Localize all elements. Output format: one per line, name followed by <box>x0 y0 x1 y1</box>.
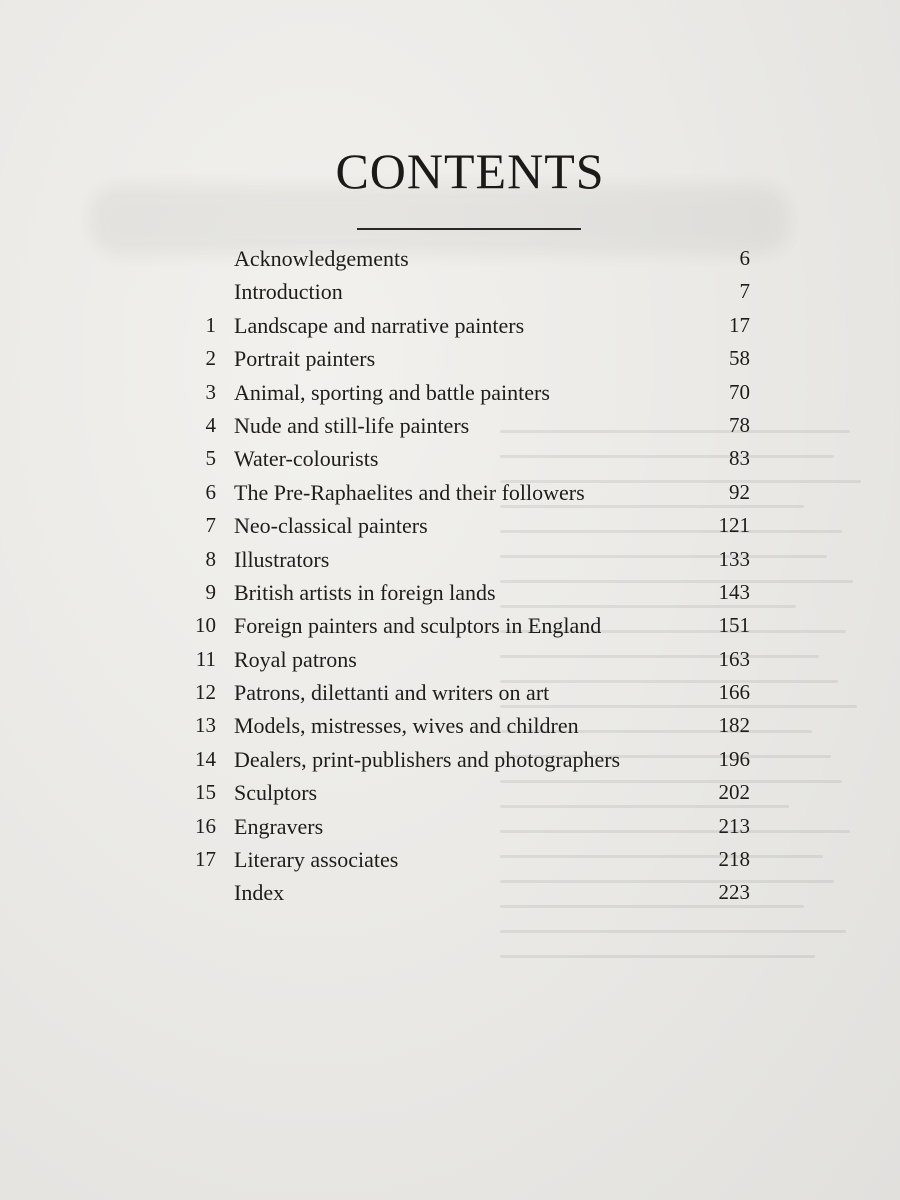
chapter-title: Landscape and narrative painters <box>234 312 525 338</box>
page-number: 6 <box>739 246 750 270</box>
toc-entry <box>180 810 760 843</box>
chapter-title: Dealers, print-publishers and photographers <box>234 746 621 772</box>
page-number: 223 <box>718 880 750 905</box>
chapter-title: Sculptors <box>234 780 318 806</box>
page-number: 151 <box>718 613 750 638</box>
page-number: 182 <box>718 713 750 738</box>
page-number: 166 <box>718 680 750 705</box>
toc-entry <box>180 342 760 375</box>
toc-entry <box>180 242 760 275</box>
chapter-title: Portrait painters <box>234 346 376 372</box>
toc-entry <box>180 843 760 876</box>
chapter-number: 15 <box>195 780 216 805</box>
chapter-number: 2 <box>205 346 216 371</box>
chapter-title: Acknowledgements <box>234 246 409 271</box>
chapter-title: Models, mistresses, wives and children <box>234 713 579 739</box>
toc-entry <box>180 442 760 475</box>
toc-entry <box>180 643 760 676</box>
chapter-title: Literary associates <box>234 847 399 873</box>
page-number: 143 <box>718 579 750 604</box>
chapter-title: British artists in foreign lands <box>234 579 496 605</box>
toc-entry <box>180 476 760 509</box>
chapter-number: 13 <box>195 713 216 738</box>
page-number: 17 <box>729 312 750 337</box>
page-number: 202 <box>718 780 750 805</box>
chapter-number: 11 <box>195 646 216 671</box>
table-of-contents <box>180 242 760 910</box>
toc-entry <box>180 676 760 709</box>
chapter-number: 10 <box>195 613 216 638</box>
toc-entry <box>180 309 760 342</box>
toc-entry <box>180 509 760 542</box>
toc-entry <box>180 743 760 776</box>
chapter-title: Index <box>234 880 285 906</box>
chapter-number: 5 <box>205 446 216 471</box>
page-number: 213 <box>718 813 750 838</box>
chapter-number: 16 <box>195 813 216 838</box>
toc-entry <box>180 275 760 308</box>
page-number: 7 <box>739 279 750 304</box>
page-title: CONTENTS <box>335 143 605 199</box>
page-number: 121 <box>718 513 750 538</box>
chapter-number: 9 <box>205 579 216 604</box>
toc-entry <box>180 409 760 442</box>
toc-entry <box>180 776 760 809</box>
chapter-title: Animal, sporting and battle painters <box>234 379 550 405</box>
chapter-title: Nude and still-life painters <box>234 412 470 438</box>
page-number: 78 <box>729 412 750 437</box>
chapter-number: 17 <box>195 847 216 872</box>
chapter-number: 14 <box>195 746 216 771</box>
chapter-number: 6 <box>205 479 216 504</box>
chapter-title: Royal patrons <box>234 646 357 672</box>
page-number: 58 <box>729 346 750 371</box>
toc-entry <box>180 376 760 409</box>
chapter-number: 3 <box>205 379 216 404</box>
toc-entry <box>180 576 760 609</box>
page-number: 70 <box>729 379 750 404</box>
chapter-number: 8 <box>205 546 216 571</box>
page-number: 218 <box>718 847 750 872</box>
title-rule <box>357 228 581 230</box>
chapter-title: Water-colourists <box>234 446 379 472</box>
chapter-number: 12 <box>195 680 216 705</box>
chapter-title: Foreign painters and sculptors in England <box>234 613 602 639</box>
page-number: 196 <box>718 746 750 771</box>
chapter-number: 1 <box>205 312 216 337</box>
page-number: 83 <box>729 446 750 471</box>
chapter-title: Introduction <box>234 279 343 305</box>
page-number: 133 <box>718 546 750 571</box>
chapter-title: Engravers <box>234 813 324 839</box>
chapter-title: Patrons, dilettanti and writers on art <box>234 680 550 706</box>
toc-entry <box>180 709 760 742</box>
chapter-title: The Pre-Raphaelites and their followers <box>234 479 585 505</box>
toc-entry <box>180 609 760 642</box>
chapter-title: Neo-classical painters <box>234 513 428 539</box>
toc-entry <box>180 543 760 576</box>
chapter-number: 7 <box>205 513 216 538</box>
page-number: 92 <box>729 479 750 504</box>
chapter-title: Illustrators <box>234 546 330 572</box>
page-number: 163 <box>718 646 750 671</box>
chapter-number: 4 <box>205 412 216 437</box>
toc-entry <box>180 876 760 909</box>
